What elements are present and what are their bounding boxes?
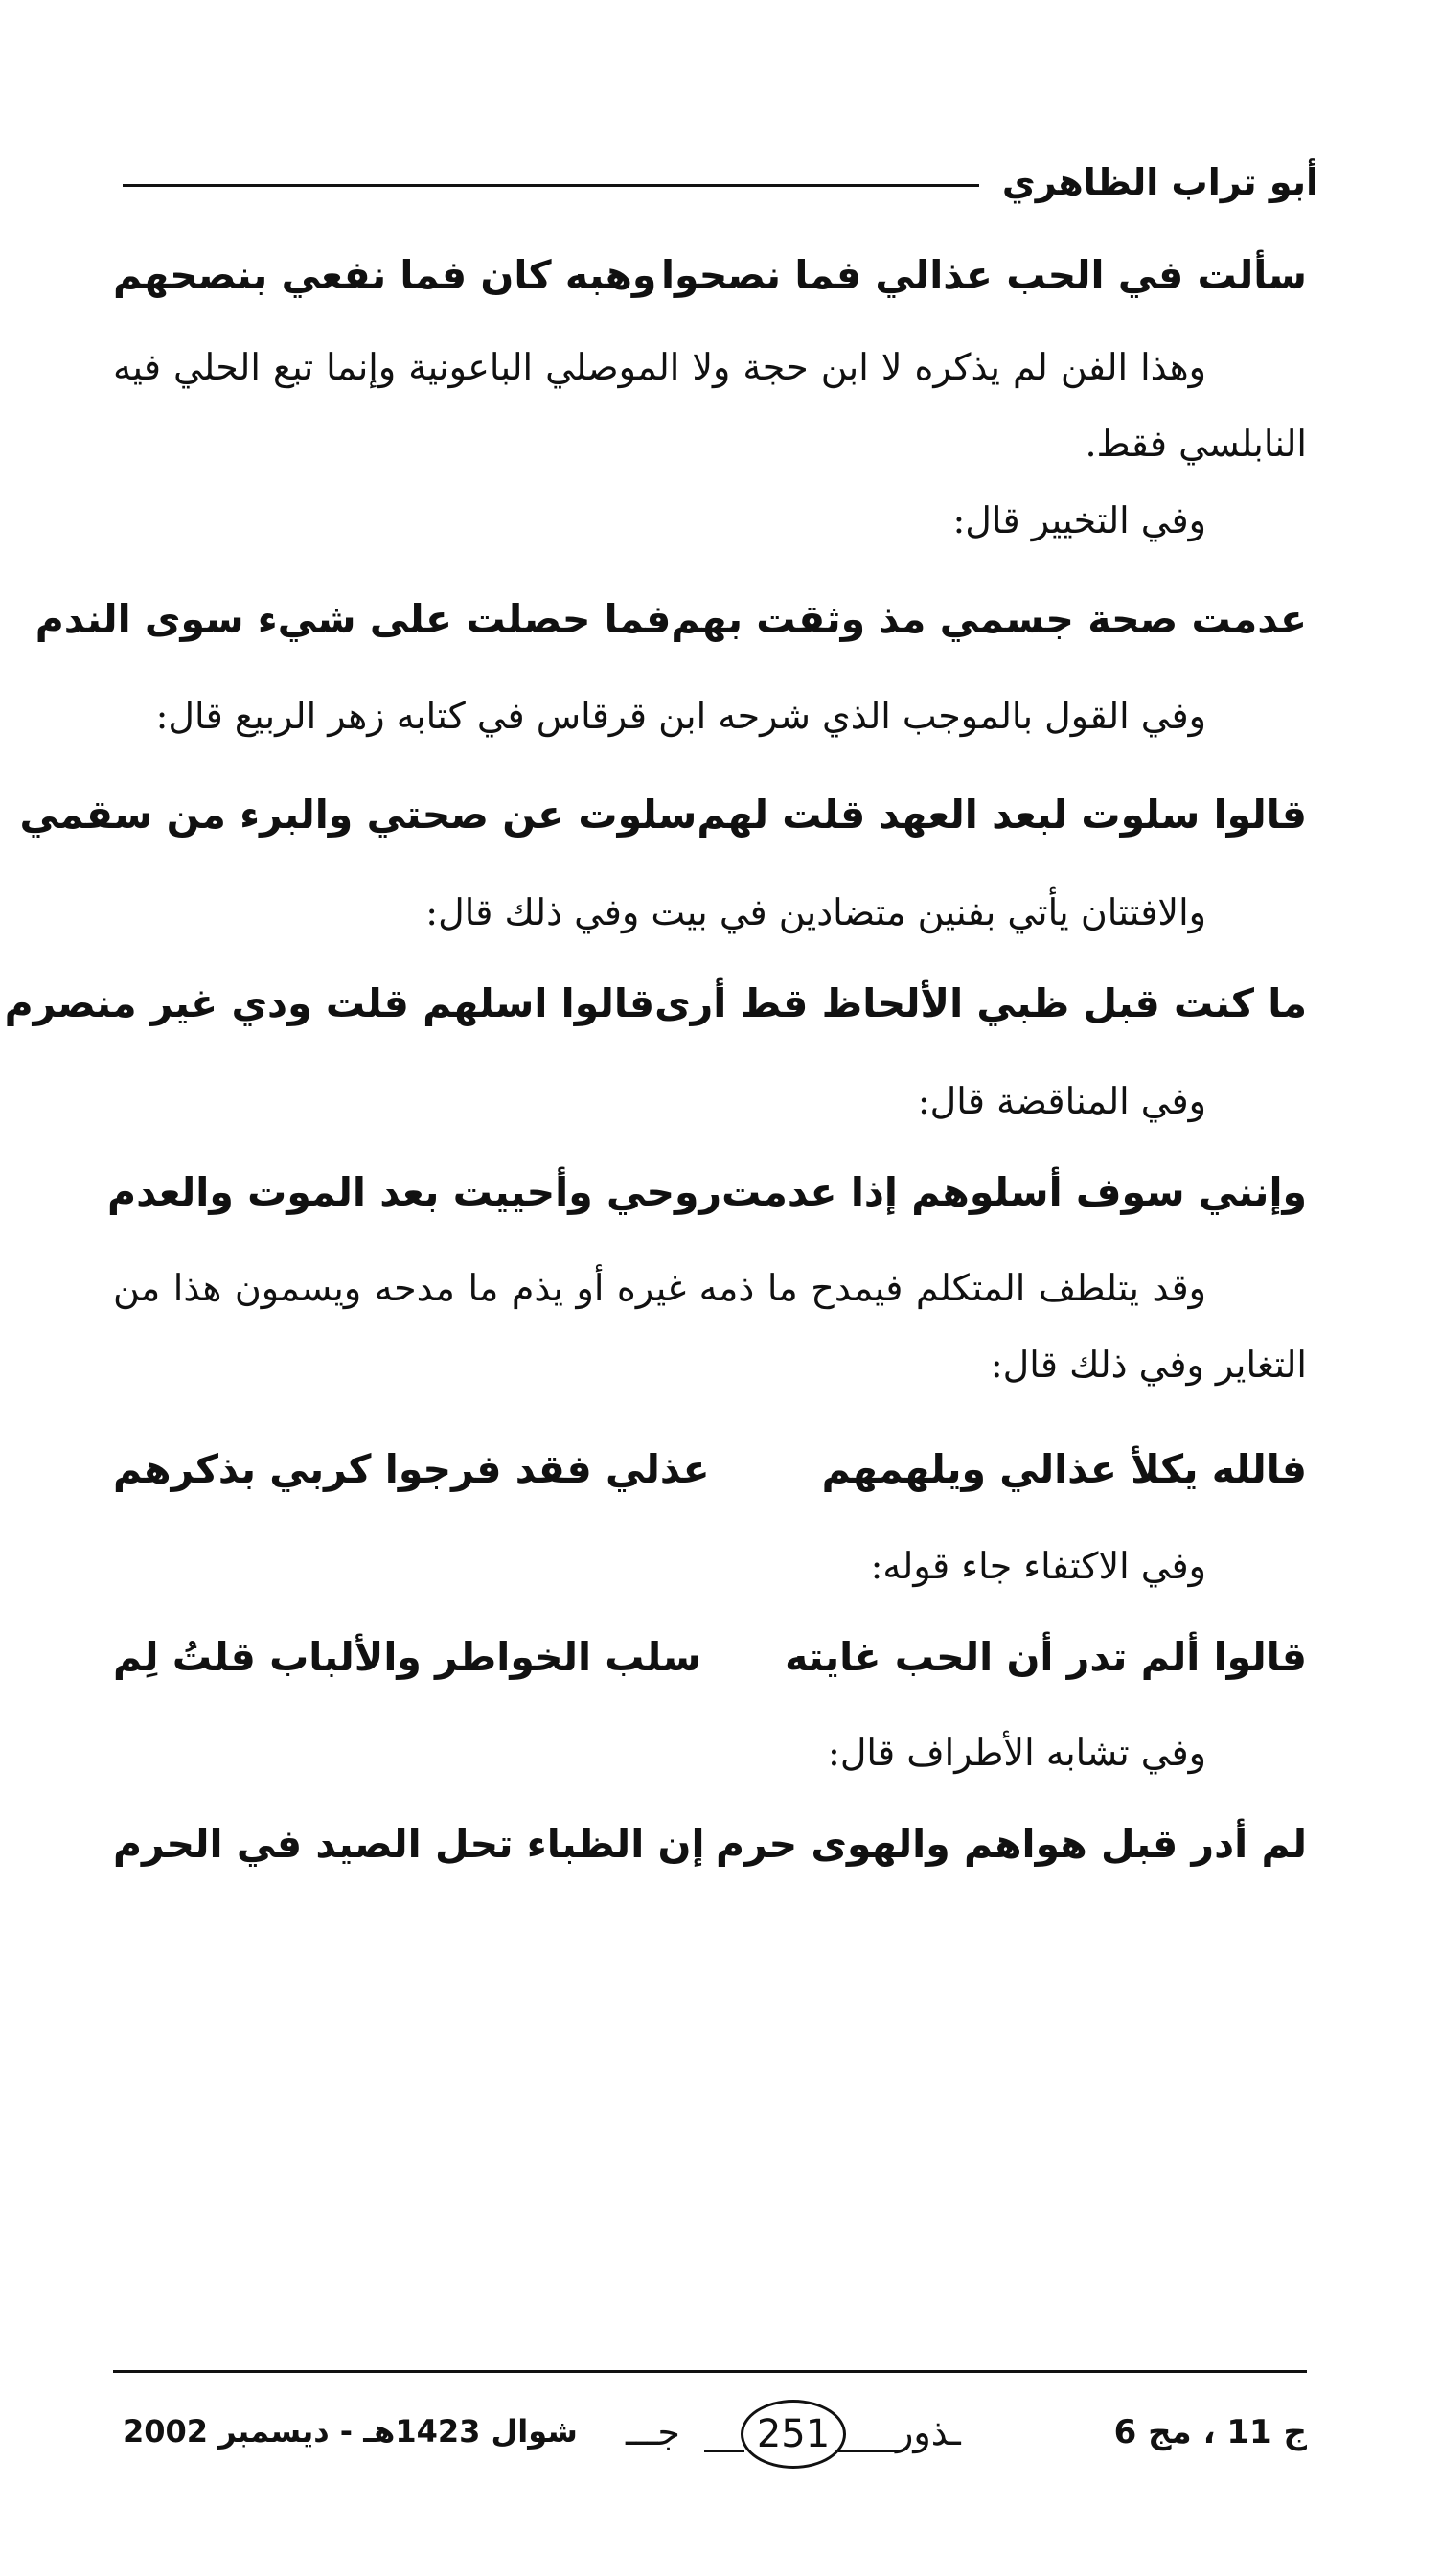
verse-first-hemistich: فالله يكلأ عذالي ويلهمهم xyxy=(821,1446,1307,1493)
prose-paragraph: وفي المناقضة قال: xyxy=(917,1080,1206,1122)
journal-name-start: جـــ xyxy=(626,2411,680,2453)
prose-paragraph: والافتتان يأتي بفنين متضادين في بيت وفي ذلك قال: xyxy=(425,890,1206,933)
journal-name-end: ـذور xyxy=(896,2411,961,2453)
page-body xyxy=(4,251,1307,1869)
prose-paragraph: وقد يتلطف المتكلم فيمدح ما ذمه غيره أو يذم ما مدحه ويسمون هذا من التغاير وفي ذلك قال: xyxy=(113,1267,1307,1387)
verse-first-hemistich: قالوا ألم تدر أن الحب غايته xyxy=(785,1633,1307,1680)
running-header-author: أبو تراب الظاهري xyxy=(1001,161,1318,203)
verse-line xyxy=(113,1633,1307,1682)
verse-first-hemistich: سألت في الحب عذالي فما نصحوا xyxy=(660,252,1307,298)
verse-line xyxy=(113,1820,1307,1869)
verse-line xyxy=(113,1445,1307,1494)
masthead-stroke xyxy=(838,2450,896,2452)
prose-paragraph: وهذا الفن لم يذكره لا ابن حجة ولا الموصلي الباعونية وإنما تبع الحلي فيه النابلسي فقط. xyxy=(113,346,1307,466)
verse-line xyxy=(113,251,1307,300)
verse-line xyxy=(19,791,1307,840)
prose-paragraph: وفي التخيير قال: xyxy=(952,499,1206,542)
issue-volume: ج 11 ، مج 6 xyxy=(1113,2413,1307,2451)
verse-line xyxy=(34,595,1307,644)
page-number: 251 xyxy=(741,2400,846,2469)
verse-second-hemistich: وهبه كان فما نفعي بنصحهم xyxy=(113,252,657,298)
verse-second-hemistich: عذلي فقد فرجوا كربي بذكرهم xyxy=(113,1446,710,1493)
verse-first-hemistich: وإنني سوف أسلوهم إذا عدمت xyxy=(721,1169,1307,1215)
footer-rule xyxy=(113,2370,1307,2373)
verse-second-hemistich: سلوت عن صحتي والبرء من سقمي xyxy=(19,791,698,838)
issue-date: شوال 1423هـ - ديسمبر 2002 xyxy=(123,2413,578,2450)
verse-first-hemistich: لم أدر قبل هواهم والهوى حرم xyxy=(716,1820,1307,1867)
verse-second-hemistich: سلب الخواطر والألباب قلتُ لِم xyxy=(113,1633,701,1680)
prose-paragraph: وفي القول بالموجب الذي شرحه ابن قرقاس في كتابه زهر الربيع قال: xyxy=(155,694,1206,737)
prose-paragraph: وفي تشابه الأطراف قال: xyxy=(828,1731,1206,1774)
verse-first-hemistich: قالوا سلوت لبعد العهد قلت لهم xyxy=(697,791,1307,838)
prose-paragraph: وفي الاكتفاء جاء قوله: xyxy=(870,1544,1206,1587)
journal-masthead xyxy=(626,2396,971,2472)
masthead-stroke xyxy=(704,2450,744,2452)
verse-first-hemistich: ما كنت قبل ظبي الألحاظ قط أرى xyxy=(654,979,1307,1026)
verse-second-hemistich: فما حصلت على شيء سوى الندم xyxy=(34,596,672,643)
verse-second-hemistich: إن الظباء تحل الصيد في الحرم xyxy=(113,1820,705,1867)
verse-first-hemistich: عدمت صحة جسمي مذ وثقت بهم xyxy=(671,596,1307,643)
header-rule xyxy=(123,184,979,187)
verse-line xyxy=(107,1168,1307,1217)
verse-second-hemistich: روحي وأحييت بعد الموت والعدم xyxy=(107,1169,722,1215)
verse-second-hemistich: قالوا اسلهم قلت ودي غير منصرم xyxy=(4,979,655,1026)
page-footer xyxy=(113,2396,1307,2482)
verse-line xyxy=(4,979,1307,1028)
running-header xyxy=(123,144,1318,220)
